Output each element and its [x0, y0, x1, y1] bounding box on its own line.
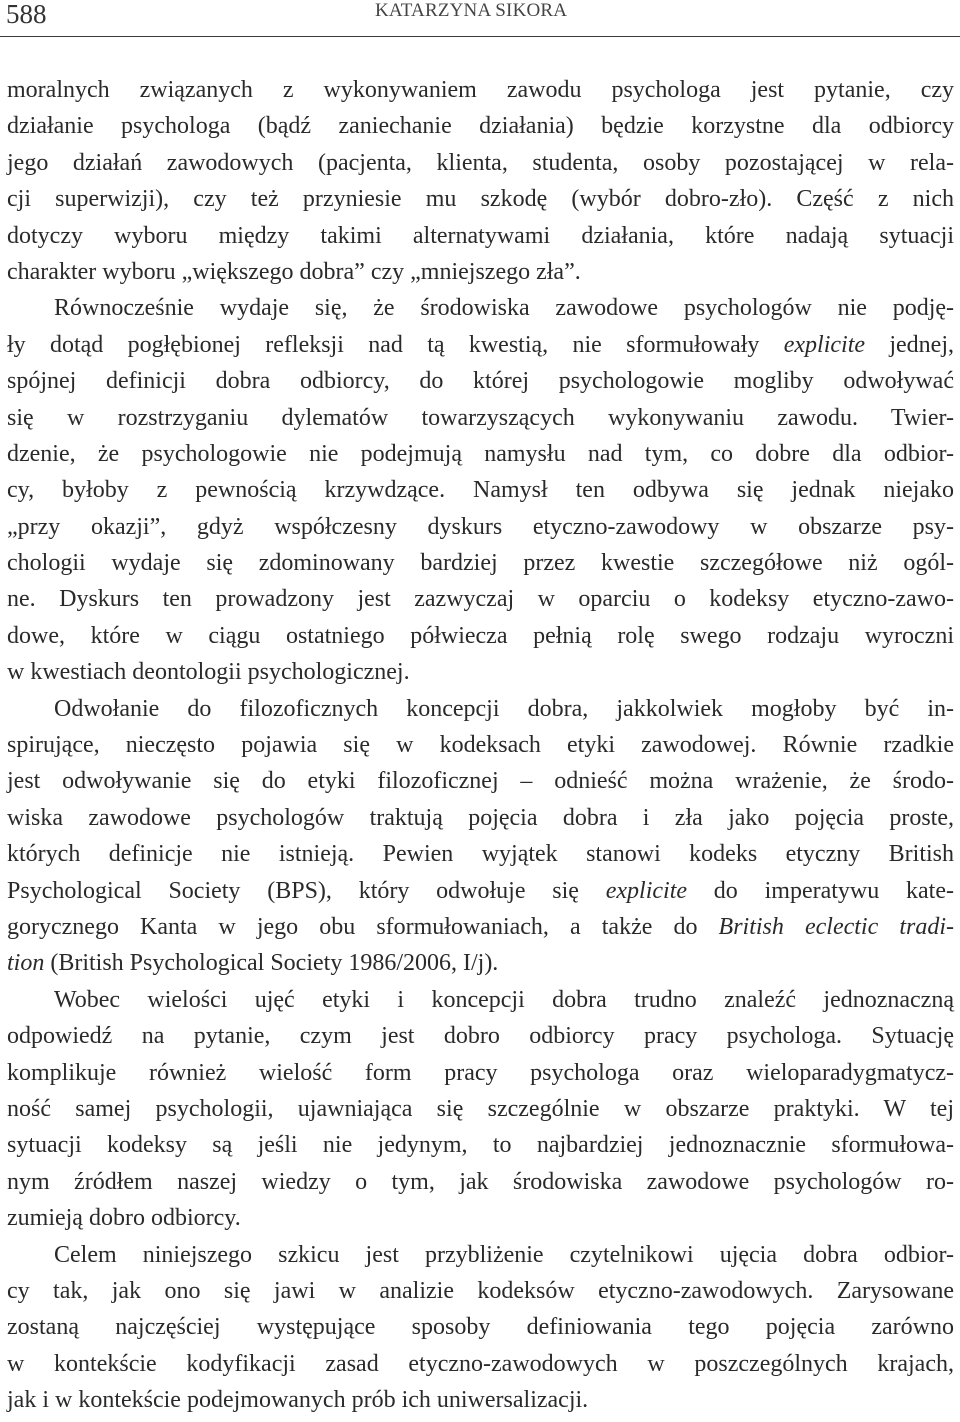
text-line: jak i w kontekście podejmowanych prób ich uniwersalizacji.	[7, 1387, 589, 1414]
text-line: chologii wydaje się zdominowany bardziej przez kwestie szczegółowe niż ogól-	[7, 550, 954, 577]
paragraph-first-line: Celem niniejszego szkicu jest przybliżenie czytelnikowi ujęcia dobra odbior-	[54, 1241, 954, 1268]
text-line: spójnej definicji dobra odbiorcy, do której psychologowie mogliby odwoływać	[7, 368, 954, 395]
italic-term: tion	[7, 950, 45, 977]
text-line: Psychological Society (BPS), który odwołuje się explicite do imperatywu kate-	[7, 877, 954, 904]
text-line: spirujące, nieczęsto pojawia się w kodeksach etyki zawodowej. Równie rzadkie	[7, 732, 954, 759]
text-line: charakter wyboru „większego dobra” czy „mniejszego zła”.	[7, 258, 581, 285]
body-text	[7, 72, 954, 1418]
text-line: gorycznego Kanta w jego obu sformułowaniach, a także do British eclectic tradi-	[7, 913, 954, 940]
text-line: tion (British Psychological Society 1986/2006, I/j).	[7, 950, 499, 977]
text-line: w kontekście kodyfikacji zasad etyczno-zawodowych w poszczególnych krajach,	[7, 1350, 954, 1377]
italic-term: explicite	[605, 877, 688, 904]
text-line: dowe, które w ciągu ostatniego półwiecza pełnią rolę swego rodzaju wyroczni	[7, 622, 954, 649]
text-line: cji superwizji), czy też przyniesie mu szkodę (wybór dobro-zło). Część z nich	[7, 186, 954, 213]
text-line: w kwestiach deontologii psychologicznej.	[7, 659, 410, 686]
running-head	[0, 0, 960, 38]
text-line: moralnych związanych z wykonywaniem zawodu psychologa jest pytanie, czy	[7, 77, 954, 103]
text-line: działanie psychologa (bądź zaniechanie działania) będzie korzystne dla odbiorcy	[7, 113, 954, 140]
text-line: ne. Dyskurs ten prowadzony jest zazwyczaj w oparciu o kodeksy etyczno-zawo-	[7, 586, 954, 613]
text-line: dzenie, że psychologowie nie podejmują namysłu nad tym, co dobre dla odbior-	[7, 440, 954, 467]
text-line: cy, byłoby z pewnością krzywdzące. Namysł ten odbywa się jednak niejako	[7, 477, 954, 504]
italic-term: British eclectic tradi-	[718, 913, 954, 940]
text-line: sytuacji kodeksy są jeśli nie jedynym, to najbardziej jednoznacznie sformułowa-	[7, 1132, 954, 1159]
text-line: ły dotąd pogłębionej refleksji nad tą kwestią, nie sformułowały explicite jednej,	[7, 331, 954, 358]
text-line: jest odwoływanie się do etyki filozoficznej – odnieść można wrażenie, że środo-	[7, 768, 954, 795]
text-line: zostaną najczęściej występujące sposoby definiowania tego pojęcia zarówno	[7, 1314, 954, 1341]
text-line: odpowiedź na pytanie, czym jest dobro odbiorcy pracy psychologa. Sytuację	[7, 1023, 954, 1050]
text-line: cy tak, jak ono się jawi w analizie kodeksów etyczno-zawodowych. Zarysowane	[7, 1277, 954, 1304]
italic-term: explicite	[783, 331, 866, 358]
text-line: ność samej psychologii, ujawniająca się szczególnie w obszarze praktyki. W tej	[7, 1095, 954, 1122]
page-number: 588	[6, 0, 47, 29]
header-rule	[0, 36, 960, 37]
text-line: dotyczy wyboru między takimi alternatywami działania, które nadają sytuacji	[7, 222, 954, 249]
paragraph-first-line: Odwołanie do filozoficznych koncepcji dobra, jakkolwiek mogłoby być in-	[54, 695, 954, 722]
text-line: jego działań zawodowych (pacjenta, klienta, studenta, osoby pozostającej w rela-	[7, 149, 954, 176]
running-head-author: KATARZYNA SIKORA	[375, 0, 568, 21]
text-line: „przy okazji”, gdyż współczesny dyskurs etyczno-zawodowy w obszarze psy-	[7, 513, 954, 540]
text-line: zumieją dobro odbiorcy.	[7, 1205, 241, 1232]
paragraph-first-line: Wobec wielości ujęć etyki i koncepcji dobra trudno znaleźć jednoznaczną	[54, 986, 954, 1013]
paragraph-first-line: Równocześnie wydaje się, że środowiska zawodowe psychologów nie podję-	[54, 295, 954, 322]
text-line: których definicje nie istnieją. Pewien wyjątek stanowi kodeks etyczny British	[7, 841, 954, 868]
text-line: komplikuje również wielość form pracy psychologa oraz wieloparadygmatycz-	[7, 1059, 954, 1086]
text-line: się w rozstrzyganiu dylematów towarzyszących wykonywaniu zawodu. Twier-	[7, 404, 954, 431]
text-line: wiska zawodowe psychologów traktują pojęcia dobra i zła jako pojęcia proste,	[7, 804, 954, 831]
text-line: nym źródłem naszej wiedzy o tym, jak środowiska zawodowe psychologów ro-	[7, 1168, 954, 1195]
